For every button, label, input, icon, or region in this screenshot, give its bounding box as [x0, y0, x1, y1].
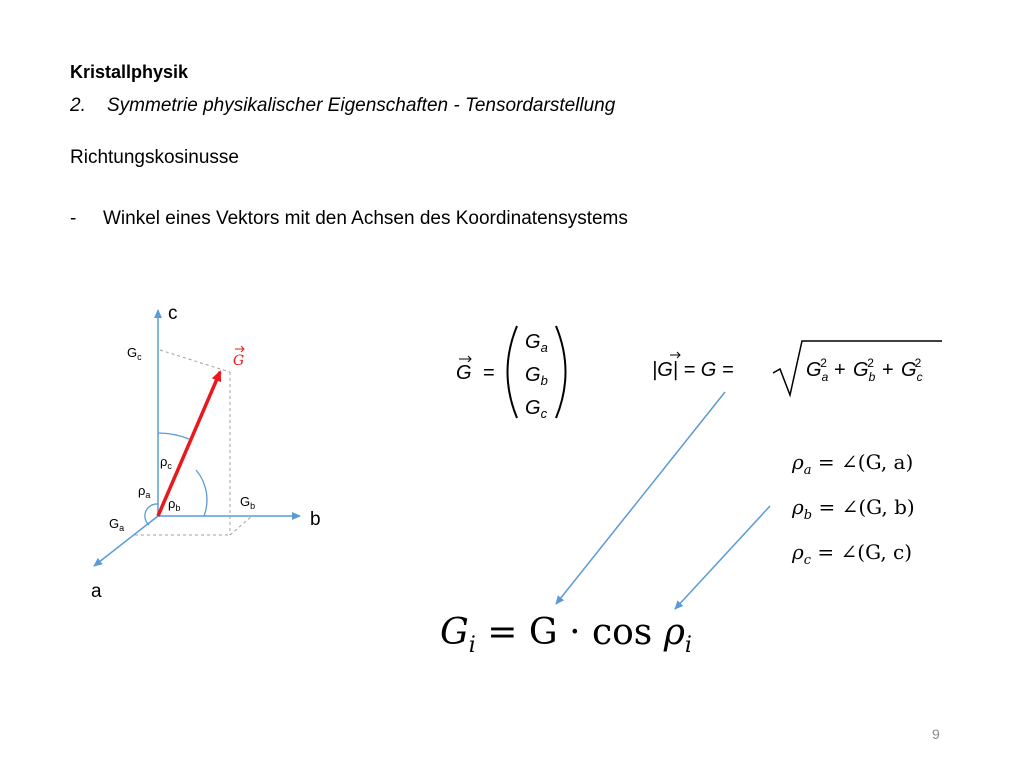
magnitude-lhs: |G| = G =: [652, 359, 734, 381]
angle-rho-a-label: $\rho_a$: [138, 483, 151, 500]
axis-a-label: a: [91, 581, 102, 602]
svg-text:G: G: [233, 353, 245, 369]
svg-text:+: +: [882, 359, 894, 381]
subtitle-number: 2.: [70, 95, 86, 116]
main-formula: $G_i = G \cdot \cos \rho_i$: [440, 612, 692, 659]
bullet-dash: -: [70, 208, 77, 229]
svg-text:Gb2: $G_b2$: [853, 356, 876, 384]
vector-def-lhs: G: [456, 362, 472, 384]
axis-b-label: b: [310, 509, 321, 530]
page-number: 9: [932, 726, 940, 742]
projection-lines: [135, 350, 252, 535]
magnitude-formula: [650, 335, 950, 405]
angle-arc-c: [158, 433, 189, 439]
connector-arrow-angles: [675, 506, 770, 609]
angle-def-c: $\rho_c$ = ∠(G, c): [792, 540, 913, 568]
axis-a: [94, 516, 158, 566]
vector-component-c: $G_c$: [525, 397, 548, 421]
component-gc-label: $G_c$: [127, 345, 142, 362]
connector-arrow-magnitude: [556, 392, 725, 604]
magnitude-radicand: [806, 356, 923, 384]
section-heading: Richtungskosinusse: [70, 147, 239, 168]
slide-title: Kristallphysik: [70, 62, 189, 82]
vector-g-arrow: [158, 372, 220, 516]
angle-definitions: [792, 444, 915, 579]
angle-rho-b-label: $\rho_b$: [168, 496, 181, 513]
angle-arc-b: [196, 470, 207, 516]
svg-text:Gc2: $G_c2$: [901, 356, 923, 384]
component-gb-label: $G_b$: [240, 494, 256, 511]
subtitle-text: Symmetrie physikalischer Eigenschaften - Tensordarstellung: [107, 95, 616, 116]
svg-text:+: +: [834, 359, 846, 381]
angle-def-b: $\rho_b$ = ∠(G, b): [792, 495, 915, 523]
component-ga-label: $G_a$: [109, 516, 125, 533]
svg-text:Ga2: $G_a2$: [806, 356, 829, 384]
vector-definition-formula: [450, 320, 580, 425]
vector-component-a: $G_a$: [525, 331, 548, 355]
axis-c-label: c: [168, 303, 178, 324]
vector-component-b: $G_b$: [525, 364, 548, 388]
vector-g-label: [233, 346, 244, 369]
angle-rho-c-label: $\rho_c$: [160, 454, 172, 471]
angle-def-a: $\rho_a$ = ∠(G, a): [792, 450, 914, 478]
bullet-text: Winkel eines Vektors mit den Achsen des Koordinatensystems: [103, 208, 628, 229]
vector-def-equals: =: [483, 362, 495, 384]
